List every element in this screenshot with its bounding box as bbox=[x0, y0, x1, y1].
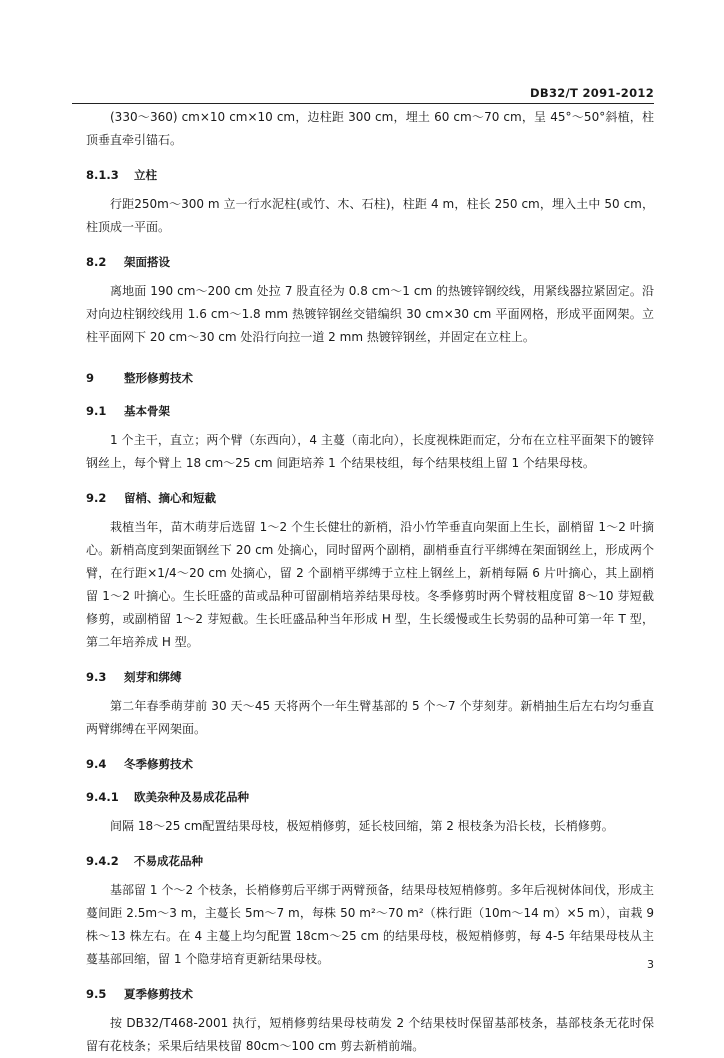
section-number: 9.3 bbox=[86, 670, 107, 684]
page-number: 3 bbox=[647, 958, 654, 971]
section-number: 9.1 bbox=[86, 404, 107, 418]
section-heading bbox=[86, 667, 654, 687]
paragraph: 按 DB32/T468-2001 执行，短梢修剪结果母枝萌发 2 个结果枝时保留基部枝条，基部枝条无花时保留有花枝条；采果后结果枝留 80cm～100 cm 剪去新梢前端。 bbox=[86, 1016, 654, 1053]
section-heading bbox=[86, 787, 654, 807]
paragraph: (330～360) cm×10 cm×10 cm，边柱距 300 cm，埋土 60 cm～70 cm，呈 45°～50°斜植，柱顶垂直牵引锚石。 bbox=[86, 110, 654, 147]
section-heading bbox=[86, 754, 654, 774]
section-number: 8.2 bbox=[86, 255, 107, 269]
section-heading bbox=[86, 488, 654, 508]
section-number: 9.4.1 bbox=[86, 790, 119, 804]
section-title: 欧美杂种及易成花品种 bbox=[134, 790, 250, 804]
section-number: 9.4 bbox=[86, 757, 107, 771]
section-title: 基本骨架 bbox=[124, 404, 171, 418]
section-number: 9.4.2 bbox=[86, 854, 119, 868]
section-title: 整形修剪技术 bbox=[124, 371, 194, 385]
paragraph: 基部留 1 个～2 个枝条，长梢修剪后平绑于两臂预备，结果母枝短梢修剪。多年后视树体间伐，形成主蔓间距 2.5m～3 m，主蔓长 5m～7 m，每株 50 m²～70 m²（株行距（10m～14 m）×5 m），亩栽 9 株～13 株左右。在 4 主蔓上均匀配置 18cm～25 cm 的结果母枝，极短梢修剪，每 4-5 年结果母枝从主蔓基部回缩，留 1 个隐芽培育更新结果母枝。 bbox=[86, 883, 654, 966]
section-number: 8.1.3 bbox=[86, 168, 119, 182]
section-heading bbox=[86, 851, 654, 871]
section-title: 留梢、摘心和短截 bbox=[124, 491, 217, 505]
section-heading bbox=[86, 165, 654, 185]
standard-code: DB32/T 2091-2012 bbox=[530, 86, 654, 100]
section-title: 冬季修剪技术 bbox=[124, 757, 194, 771]
section-title: 刻芽和绑缚 bbox=[124, 670, 182, 684]
paragraph: 离地面 190 cm～200 cm 处拉 7 股直径为 0.8 cm～1 cm 的热镀锌钢绞线，用紧线器拉紧固定。沿对向边柱钢绞线用 1.6 cm～1.8 mm 热镀锌钢丝交错编织 30 cm×30 cm 平面网格，形成平面网架。立柱平面网下 20 cm～30 cm 处沿行向拉一道 2 mm 热镀锌钢丝，并固定在立柱上。 bbox=[86, 284, 654, 344]
section-heading bbox=[86, 252, 654, 272]
section-title: 架面搭设 bbox=[124, 255, 171, 269]
paragraph: 第二年春季萌芽前 30 天～45 天将两个一年生臂基部的 5 个～7 个芽刻芽。新梢抽生后左右均匀垂直两臂绑缚在平网架面。 bbox=[86, 699, 654, 736]
paragraph: 间隔 18～25 cm配置结果母枝，极短梢修剪，延长枝回缩，第 2 根枝条为沿长枝，长梢修剪。 bbox=[110, 819, 614, 833]
section-number: 9 bbox=[86, 371, 95, 385]
paragraph: 1 个主干，直立；两个臂（东西向），4 主蔓（南北向），长度视株距而定，分布在立柱平面架下的镀锌钢丝上，每个臂上 18 cm～25 cm 间距培养 1 个结果枝组，每个结果枝组上留 1 个结果母枝。 bbox=[86, 433, 654, 470]
paragraph: 行距250m～300 m 立一行水泥柱(或竹、木、石柱)，柱距 4 m，柱长 250 cm，埋入土中 50 cm，柱顶成一平面。 bbox=[86, 197, 654, 234]
paragraph: 栽植当年，苗木萌芽后选留 1～2 个生长健壮的新梢，沿小竹竿垂直向架面上生长，副梢留 1～2 叶摘心。新梢高度到架面钢丝下 20 cm 处摘心，同时留两个副梢，副梢垂直行平绑缚在架面钢丝上，形成两个臂，在行距×1/4～20 cm 处摘心，留 2 个副梢平绑缚于立柱上钢丝上，新梢每隔 6 片叶摘心，其上副梢留 1～2 叶摘心。生长旺盛的苗或品种可留副梢培养结果母枝。冬季修剪时两个臂枝粗度留 8～10 芽短截修剪，或副梢留 1～2 芽短截。生长旺盛品种当年形成 H 型，生长缓慢或生长势弱的品种可第一年 T 型，第二年培养成 H 型。 bbox=[86, 520, 654, 649]
section-number: 9.2 bbox=[86, 491, 107, 505]
section-title: 夏季修剪技术 bbox=[124, 987, 194, 1001]
page-header bbox=[72, 86, 654, 104]
section-heading bbox=[86, 368, 654, 388]
section-heading bbox=[86, 401, 654, 421]
document-body bbox=[86, 106, 654, 1058]
section-number: 9.5 bbox=[86, 987, 107, 1001]
section-heading bbox=[86, 984, 654, 1004]
section-title: 立柱 bbox=[134, 168, 158, 182]
section-title: 不易成花品种 bbox=[134, 854, 204, 868]
